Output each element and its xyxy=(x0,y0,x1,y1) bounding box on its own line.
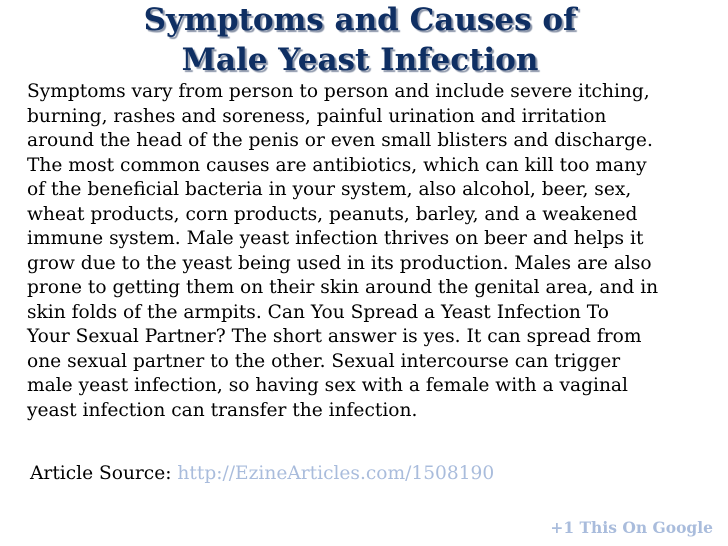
article-source xyxy=(30,462,494,486)
article-body: Symptoms vary from person to person and include severe itching, burning, rashes and soreness, painful urination and irritation around the head of the penis or even small blisters and discharge. The most common causes are antibiotics, which can kill too many of the beneficial bacteria in your system, also alcohol, beer, sex, wheat products, corn products, peanuts, barley, and a weakened immune system. Male yeast infection thrives on beer and helps it grow due to the yeast being used in its production. Males are also prone to getting them on their skin around the genital area, and in skin folds of the armpits. Can You Spread a Yeast Infection To Your Sexual Partner? The short answer is yes. It can spread from one sexual partner to the other. Sexual intercourse can trigger male yeast infection, so having sex with a female with a vaginal yeast infection can transfer the infection. xyxy=(27,81,659,421)
slide-title xyxy=(60,0,660,80)
plus-one-google-link[interactable]: +1 This On Google xyxy=(550,518,713,537)
article-source-link[interactable]: http://EzineArticles.com/1508190 xyxy=(177,463,495,484)
slide-title-line-2: Male Yeast Infection xyxy=(181,42,539,78)
article-source-label: Article Source: xyxy=(30,463,172,484)
slide-title-line-1: Symptoms and Causes of xyxy=(143,2,577,38)
